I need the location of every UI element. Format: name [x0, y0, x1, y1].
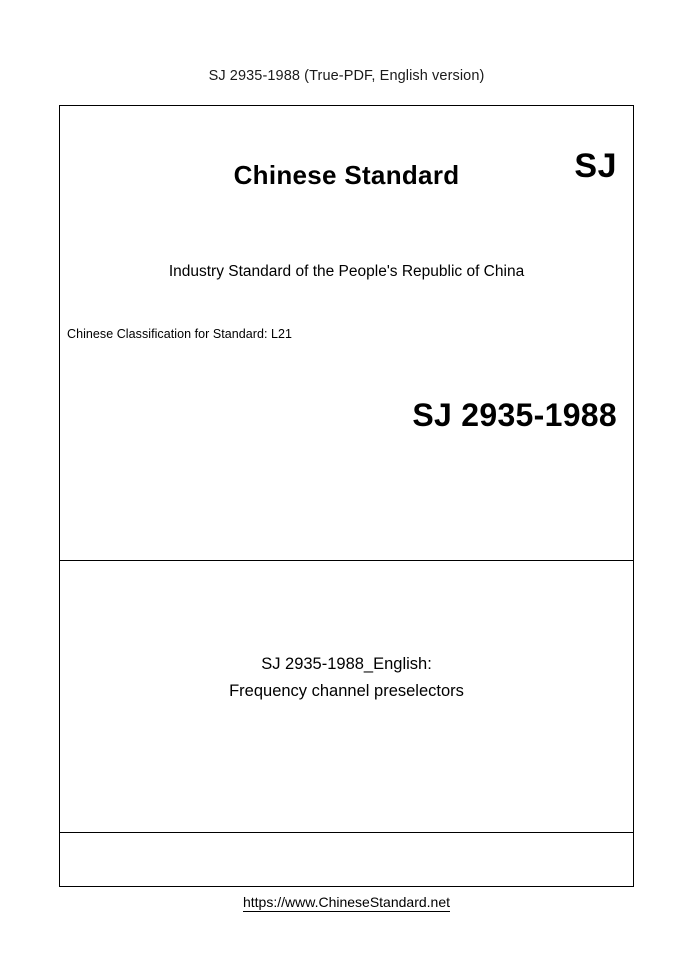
- english-title-line-2: Frequency channel preselectors: [229, 682, 464, 700]
- cover-lower-section: [60, 561, 633, 833]
- cover-bottom-strip: [60, 833, 633, 886]
- classification-line: Chinese Classification for Standard: L21: [67, 327, 293, 341]
- standard-title: Chinese Standard: [233, 160, 460, 190]
- english-title-line-1: SJ 2935-1988_English:: [261, 655, 432, 673]
- footer-url[interactable]: [0, 894, 693, 910]
- cover-frame: [59, 105, 634, 887]
- footer-url-text[interactable]: https://www.ChineseStandard.net: [242, 894, 450, 910]
- sj-mark: SJ: [574, 147, 617, 185]
- cover-upper-section: [60, 106, 633, 561]
- industry-standard-line: Industry Standard of the People's Republic of China: [168, 263, 525, 280]
- standard-number: SJ 2935-1988: [412, 397, 617, 433]
- english-title-block: [60, 651, 633, 705]
- top-caption: SJ 2935-1988 (True-PDF, English version): [208, 68, 485, 84]
